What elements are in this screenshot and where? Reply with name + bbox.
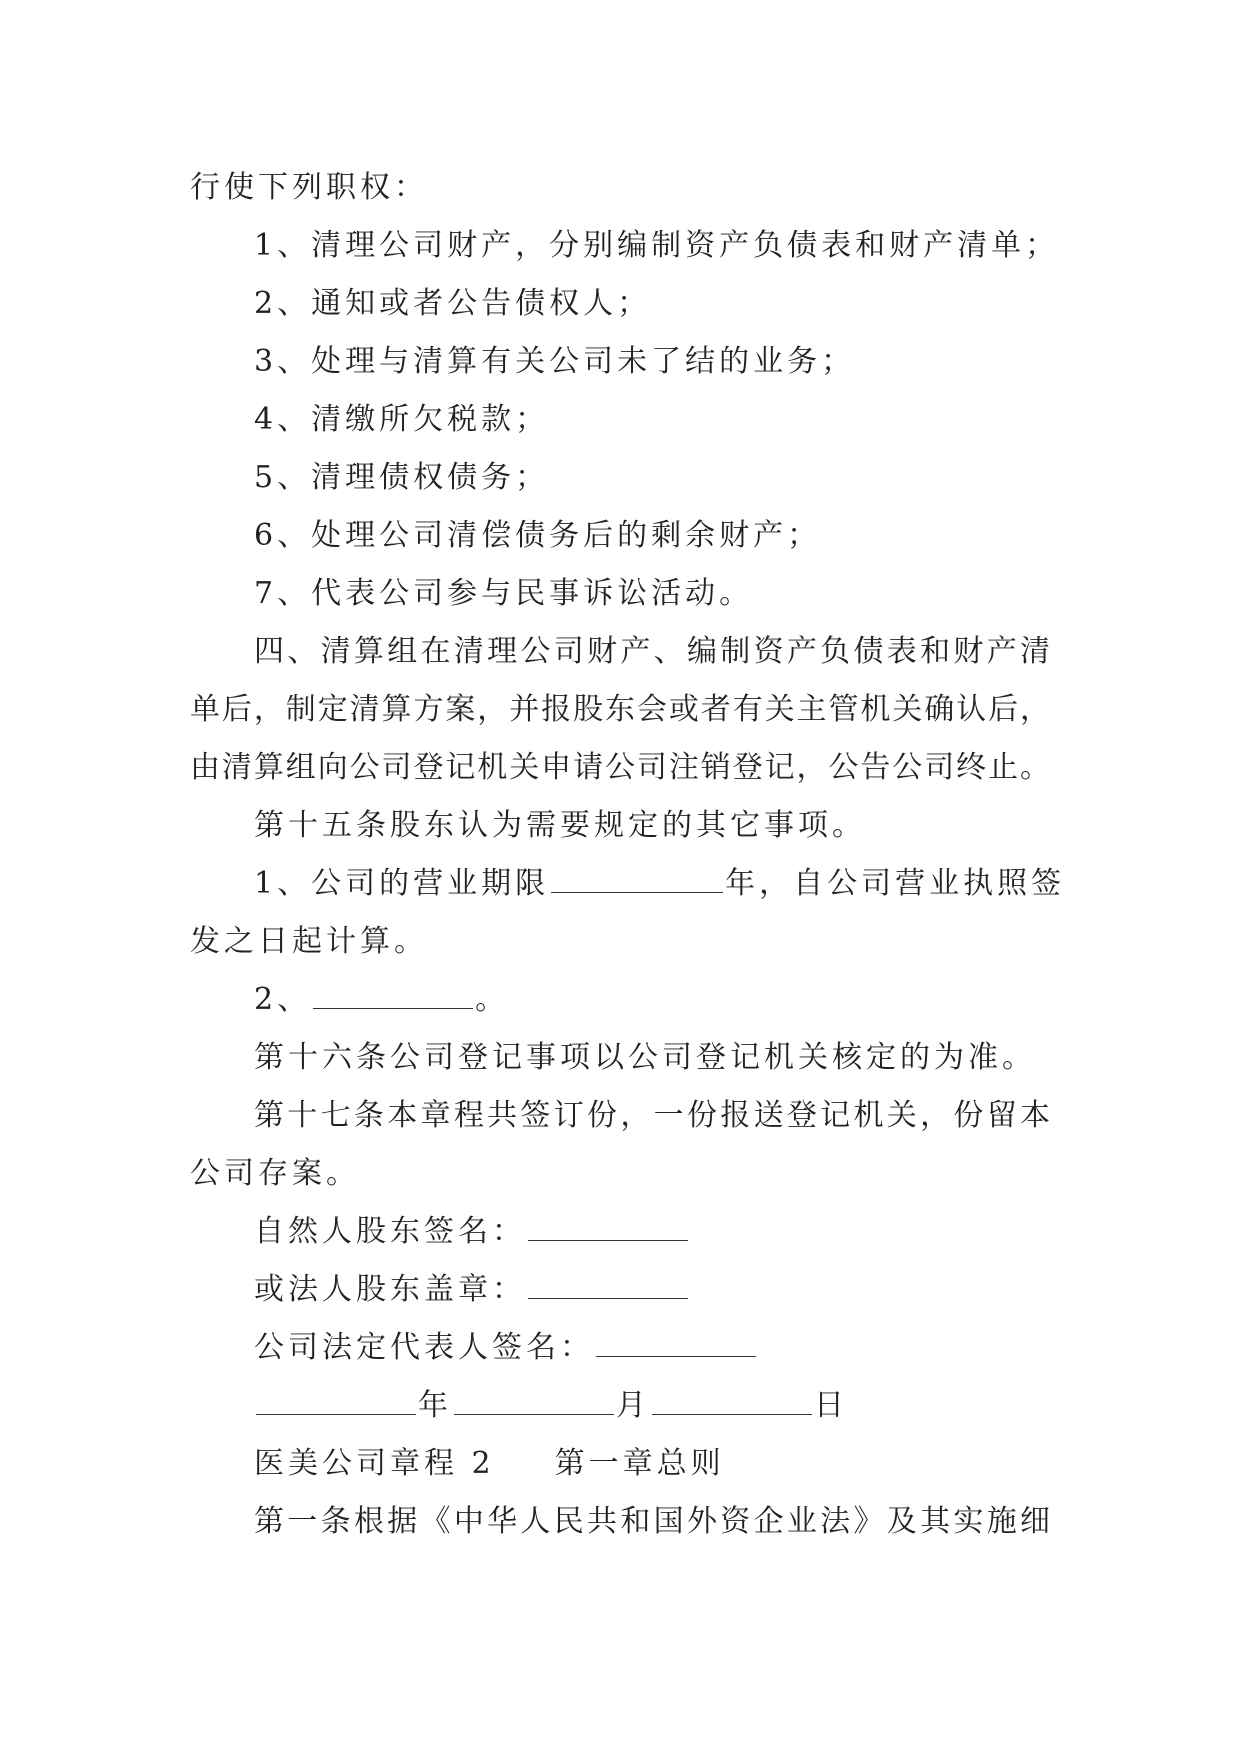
legal-seal-line: [254, 1270, 1050, 1310]
list-item: 4、清缴所欠税款；: [254, 402, 550, 437]
term-prefix: 1、公司的营业期限: [254, 866, 550, 901]
day-blank[interactable]: [652, 1388, 812, 1415]
year-blank[interactable]: [256, 1388, 416, 1415]
item2-blank[interactable]: [313, 982, 473, 1009]
term-suffix: 年，自公司营业执照签: [725, 866, 1066, 901]
month-label: 月: [616, 1388, 650, 1423]
section-heading: [254, 1444, 1050, 1484]
rep-signature-label: 公司法定代表人签名：: [254, 1330, 594, 1365]
article-1: 第一条根据《中华人民共和国外资企业法》及其实施细: [254, 1504, 1050, 1539]
item2-prefix: 2、: [254, 982, 312, 1017]
paragraph-line: 发之日起计算。: [190, 924, 428, 959]
legal-seal-label: 或法人股东盖章：: [254, 1272, 526, 1307]
paragraph-line: 公司存案。: [190, 1156, 360, 1191]
article-heading: 第十五条股东认为需要规定的其它事项。: [254, 808, 866, 843]
article-16: 第十六条公司登记事项以公司登记机关核定的为准。: [254, 1040, 1036, 1075]
paragraph-line: 行使下列职权：: [190, 170, 428, 205]
list-item: 5、清理债权债务；: [254, 460, 550, 495]
list-item: 1、清理公司财产，分别编制资产负债表和财产清单；: [254, 228, 1060, 263]
month-blank[interactable]: [454, 1388, 614, 1415]
paragraph-line: 四、清算组在清理公司财产、编制资产负债表和财产清: [254, 634, 1050, 669]
rep-signature-blank[interactable]: [596, 1330, 756, 1357]
item2-suffix: 。: [475, 982, 510, 1017]
date-line: [254, 1386, 1050, 1426]
legal-seal-blank[interactable]: [528, 1272, 688, 1299]
term-line: [254, 864, 1066, 904]
natural-signature-line: [254, 1212, 1050, 1252]
rep-signature-line: [254, 1328, 1050, 1368]
natural-signature-label: 自然人股东签名：: [254, 1214, 526, 1249]
natural-signature-blank[interactable]: [528, 1214, 688, 1241]
article-17: 第十七条本章程共签订份，一份报送登记机关，份留本: [254, 1098, 1050, 1133]
list-item: 2、通知或者公告债权人；: [254, 286, 652, 321]
day-label: 日: [814, 1388, 848, 1423]
document-title: 医美公司章程 2: [254, 1446, 495, 1481]
term-blank[interactable]: [551, 866, 723, 893]
list-item: 3、处理与清算有关公司未了结的业务；: [254, 344, 856, 379]
paragraph-line: 由清算组向公司登记机关申请公司注销登记，公告公司终止。: [190, 750, 1050, 785]
paragraph-line: 单后，制定清算方案，并报股东会或者有关主管机关确认后，: [190, 692, 1050, 727]
year-label: 年: [418, 1388, 452, 1423]
list-item: 6、处理公司清偿债务后的剩余财产；: [254, 518, 822, 553]
item2-line: [254, 980, 1050, 1020]
chapter-title: 第一章总则: [554, 1446, 725, 1481]
list-item: 7、代表公司参与民事诉讼活动。: [254, 576, 754, 611]
